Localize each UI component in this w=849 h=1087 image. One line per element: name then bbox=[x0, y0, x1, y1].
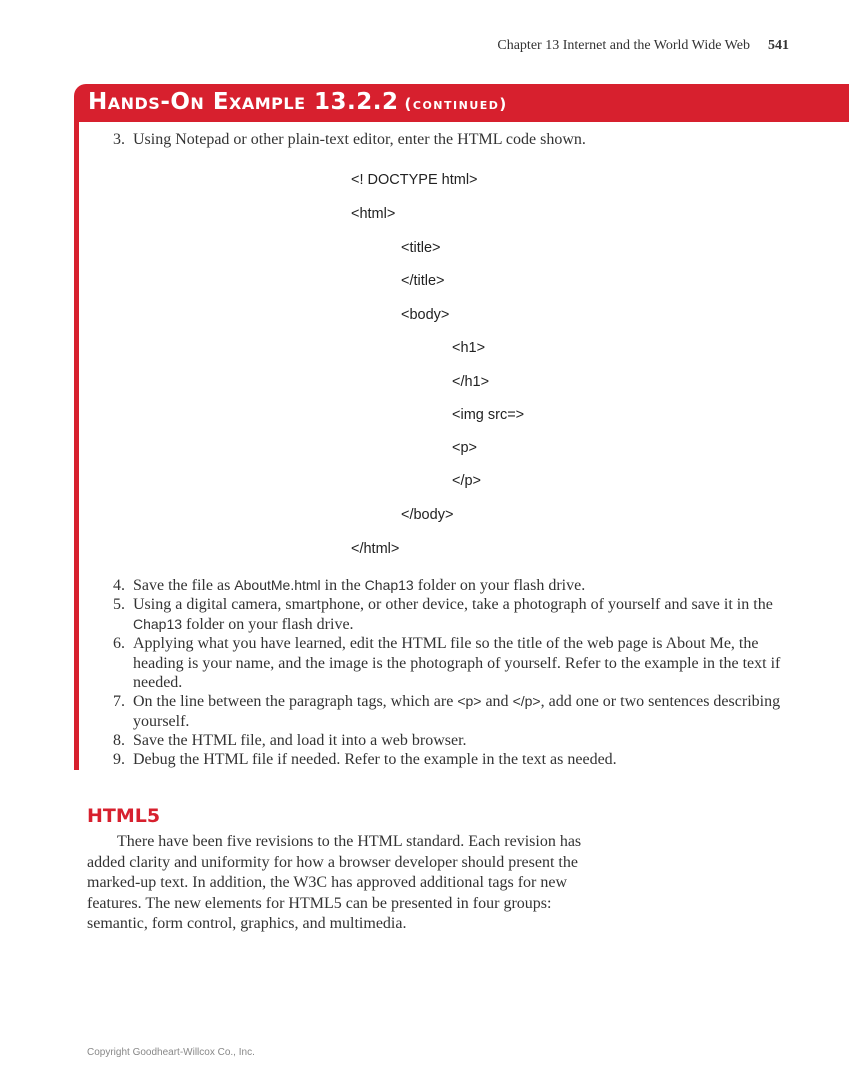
step-5 bbox=[113, 595, 803, 634]
code-line: <body> bbox=[401, 307, 450, 323]
step-text: Save the HTML file, and load it into a web browser. bbox=[133, 732, 467, 749]
step-9 bbox=[113, 750, 803, 770]
code-line: <p> bbox=[452, 440, 477, 456]
step-text: Debug the HTML file if needed. Refer to the example in the text as needed. bbox=[133, 751, 617, 768]
step-number: 5. bbox=[113, 596, 125, 613]
code-line: <title> bbox=[401, 240, 441, 256]
section-heading: HTML5 bbox=[87, 805, 161, 827]
code-line: </html> bbox=[351, 541, 400, 557]
step-number: 9. bbox=[113, 751, 125, 768]
running-head bbox=[497, 38, 789, 54]
step-number: 4. bbox=[113, 577, 125, 594]
step-number: 6. bbox=[113, 635, 125, 652]
code-line: </body> bbox=[401, 507, 454, 523]
banner-subtitle: (continued) bbox=[404, 95, 508, 113]
code-line: <img src=> bbox=[452, 407, 525, 423]
tag-code: <p> bbox=[457, 693, 482, 709]
tag-code: </p> bbox=[512, 693, 541, 709]
step-6 bbox=[113, 634, 803, 693]
running-title: Chapter 13 Internet and the World Wide Web bbox=[497, 38, 750, 53]
step-text: Using Notepad or other plain-text editor, enter the HTML code shown. bbox=[133, 131, 586, 148]
step-7 bbox=[113, 692, 803, 731]
step-number: 3. bbox=[113, 131, 125, 148]
body-paragraph: There have been five revisions to the HTML standard. Each revision has added clarity and uniformity for how a browser developer should present the marked-up text. In addition, the W3C has approved additional tags for new features. The new elements for HTML5 can be presented in four groups: semantic, form control, graphics, and multimedia. bbox=[87, 833, 582, 932]
step-text: Using a digital camera, smartphone, or other device, take a photograph of yourself and save it in the Chap13 folder on your flash drive. bbox=[133, 596, 773, 633]
folder-code: Chap13 bbox=[133, 615, 183, 632]
copyright-notice: Copyright Goodheart-Willcox Co., Inc. bbox=[87, 1047, 255, 1058]
step-3 bbox=[113, 130, 803, 150]
step-text: On the line between the paragraph tags, which are <p> and </p>, add one or two sentences describing yourself. bbox=[133, 693, 781, 730]
example-banner bbox=[74, 84, 849, 122]
code-line: </p> bbox=[452, 473, 482, 489]
code-line: </title> bbox=[401, 273, 445, 289]
code-line: </h1> bbox=[452, 374, 490, 390]
filename-code: AboutMe.html bbox=[234, 577, 321, 593]
banner-title-text: Hands-On Example 13.2.2 bbox=[88, 89, 399, 115]
step-text: Applying what you have learned, edit the HTML file so the title of the web page is About Me, the heading is your name, and the image is the photograph of yourself. Refer to the example in the text if needed. bbox=[133, 635, 781, 691]
code-line: <html> bbox=[351, 206, 396, 222]
code-line: <h1> bbox=[452, 340, 486, 356]
page-number: 541 bbox=[768, 38, 789, 53]
step-number: 8. bbox=[113, 732, 125, 749]
step-number: 7. bbox=[113, 693, 125, 710]
folder-code: Chap13 bbox=[364, 577, 414, 593]
example-side-rule bbox=[74, 110, 79, 770]
code-line: <! DOCTYPE html> bbox=[351, 172, 478, 188]
step-8 bbox=[113, 731, 803, 751]
step-text: Save the file as AboutMe.html in the Chap13 folder on your flash drive. bbox=[133, 577, 586, 594]
banner-title bbox=[88, 89, 508, 115]
step-4 bbox=[113, 576, 803, 596]
